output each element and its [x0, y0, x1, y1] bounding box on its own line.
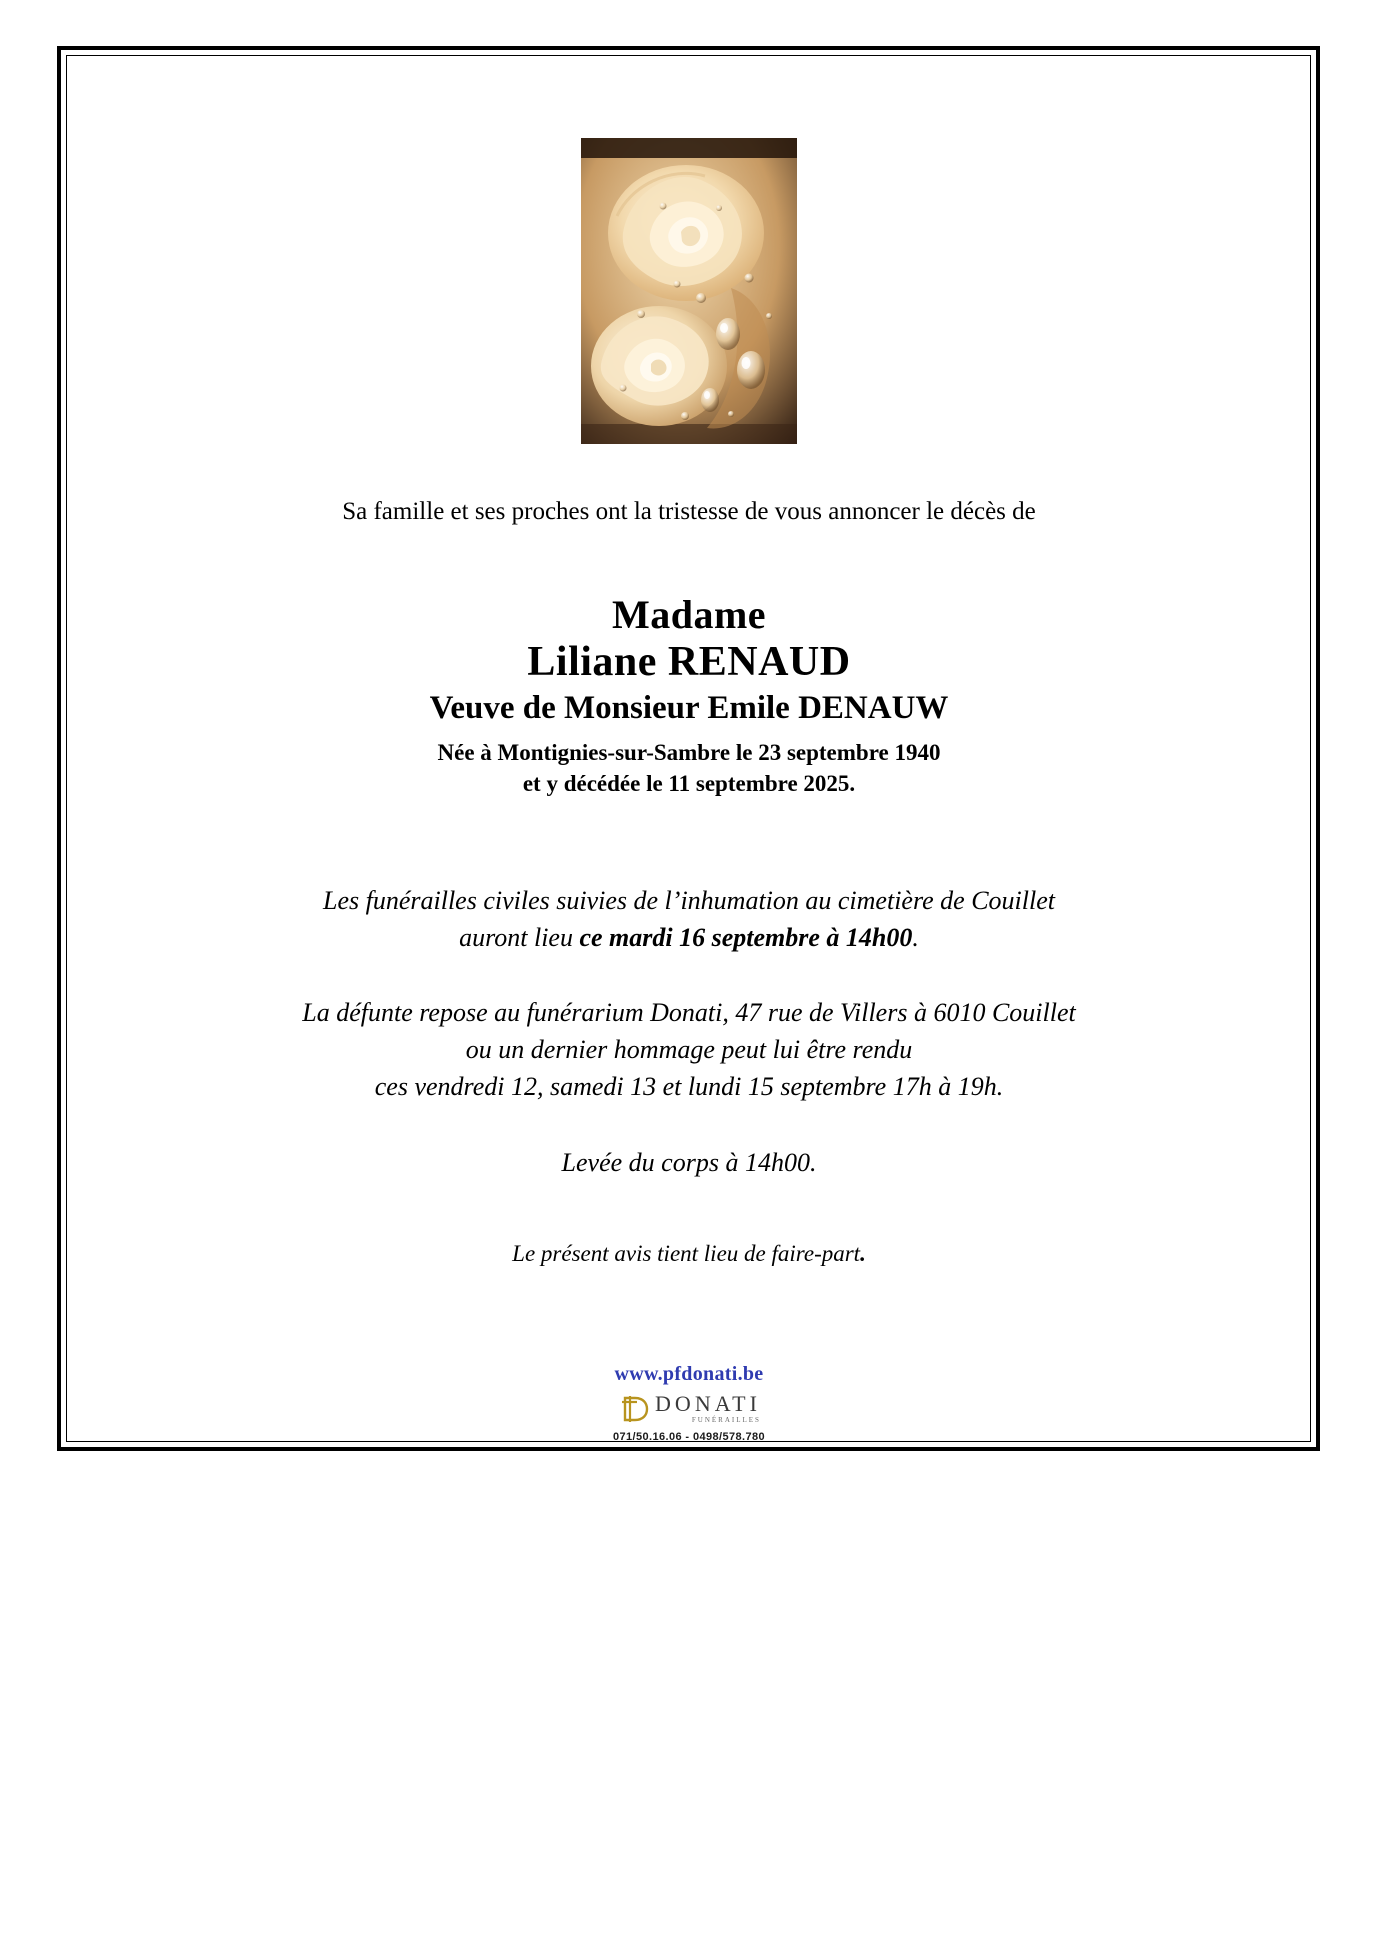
notice-text: Le présent avis tient lieu de faire-part	[512, 1241, 861, 1267]
deceased-spouse-line: Veuve de Monsieur Emile DENAUW	[429, 690, 949, 727]
funeral-line-2-prefix: auront lieu	[459, 922, 580, 952]
funeral-line-2-suffix: .	[912, 922, 919, 952]
deceased-death-line: et y décédée le 11 septembre 2025.	[522, 770, 856, 796]
donati-d-icon	[617, 1392, 651, 1426]
donati-monogram-icon	[617, 1392, 651, 1426]
funeral-details	[100, 883, 1278, 957]
notice-period: .	[860, 1241, 866, 1267]
deceased-birth-line: Née à Montignies-sur-Sambre le 23 septembre 1940	[437, 739, 941, 765]
roses-photo	[581, 138, 797, 444]
repose-line-1: La défunte repose au funérarium Donati, 47 rue de Villers à 6010 Couillet	[302, 997, 1076, 1027]
repose-details	[100, 995, 1278, 1106]
website-link[interactable]: www.pfdonati.be	[614, 1362, 764, 1385]
repose-line-3: ces vendredi 12, samedi 13 et lundi 15 septembre 17h à 19h.	[374, 1071, 1004, 1101]
donati-logo	[100, 1392, 1278, 1426]
footer-logo-block	[100, 1363, 1278, 1443]
roses-image-graphic	[581, 138, 797, 444]
donati-subtitle: FUNÉRAILLES	[691, 1416, 761, 1425]
repose-line-2: ou un dernier hommage peut lui être rendu	[465, 1034, 913, 1064]
deceased-name: Liliane RENAUD	[527, 638, 851, 685]
announcement-intro: Sa famille et ses proches ont la tristesse de vous annoncer le décès de	[342, 498, 1036, 525]
funeral-line-1: Les funérailles civiles suivies de l’inhumation au cimetière de Couillet	[323, 885, 1055, 915]
donati-name: DONATI	[655, 1391, 761, 1417]
funeral-line-2	[100, 920, 1278, 957]
deceased-title: Madame	[611, 591, 767, 637]
deceased-block	[100, 591, 1278, 799]
notice-line	[100, 1238, 1278, 1270]
footer-phones: 071/50.16.06 - 0498/578.780	[612, 1430, 766, 1443]
funeral-datetime: ce mardi 16 septembre à 14h00	[579, 922, 913, 952]
levee-du-corps: Levée du corps à 14h00.	[561, 1148, 817, 1178]
announcement-content	[100, 100, 1278, 1443]
donati-wordmark	[655, 1393, 761, 1424]
